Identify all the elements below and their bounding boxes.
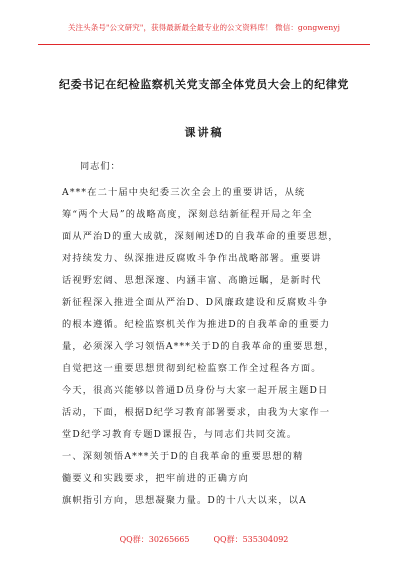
body-line: A***在二十届中央纪委三次全会上的重要讲话，从统	[62, 187, 306, 198]
header-divider	[38, 44, 370, 45]
header-promo: 关注头条号"公文研究"，获得最新最全最专业的公文资料库！ 微信：gongwenyj	[67, 23, 341, 32]
body-line: 堂D纪学习教育专题D课报告，与同志们共同交流。	[62, 429, 298, 440]
body-line: 面从严治D的重大成就，深刻阐述D的自我革命的重要思想，	[62, 231, 339, 242]
body-line: 旗帜指引方向，思想凝聚力量。D的十八大以来，以A	[62, 495, 307, 506]
body-line: 的根本遵循。纪检监察机关作为推进D的自我革命的重要力	[62, 319, 331, 330]
body-line: 筹“两个大局”的战略高度，深刻总结新征程开局之年全	[62, 209, 313, 220]
body-line: 新征程深入推进全面从严治D、D风廉政建设和反腐败斗争	[62, 297, 329, 308]
document-title-line-2: 课讲稿	[184, 126, 224, 139]
body-line: 对持续发力、纵深推进反腐败斗争作出战略部署。重要讲	[62, 253, 322, 264]
body-line: 今天，很高兴能够以普通D员身份与大家一起开展主题D日	[62, 385, 329, 396]
body-text	[62, 182, 352, 512]
section-heading-line: 髓要义和实践要求，把牢前进的正确方向	[62, 473, 249, 484]
body-line: 活动，下面，根据D纪学习教育部署要求，由我为大家作一	[62, 407, 331, 418]
body-line: 话视野宏阔、思想深邃、内涵丰富、高瞻远瞩，是新时代	[62, 275, 322, 286]
body-line: 自觉把这一重要思想贯彻到纪检监察工作全过程各方面。	[62, 363, 322, 374]
footer-qq-group-2: QQ群：535304092	[213, 535, 289, 544]
document-title-line-1: 纪委书记在纪检监察机关党支部全体党员大会上的纪律党	[59, 78, 349, 91]
footer-qq-group-1: QQ群：30265665	[119, 535, 190, 544]
section-heading-line: 一、深刻领悟A***关于D的自我革命的重要思想的精	[62, 451, 304, 462]
footer	[40, 534, 368, 545]
body-line: 量，必须深入学习领悟A***关于D的自我革命的重要思想，	[62, 341, 335, 352]
salutation: 同志们：	[80, 161, 121, 172]
